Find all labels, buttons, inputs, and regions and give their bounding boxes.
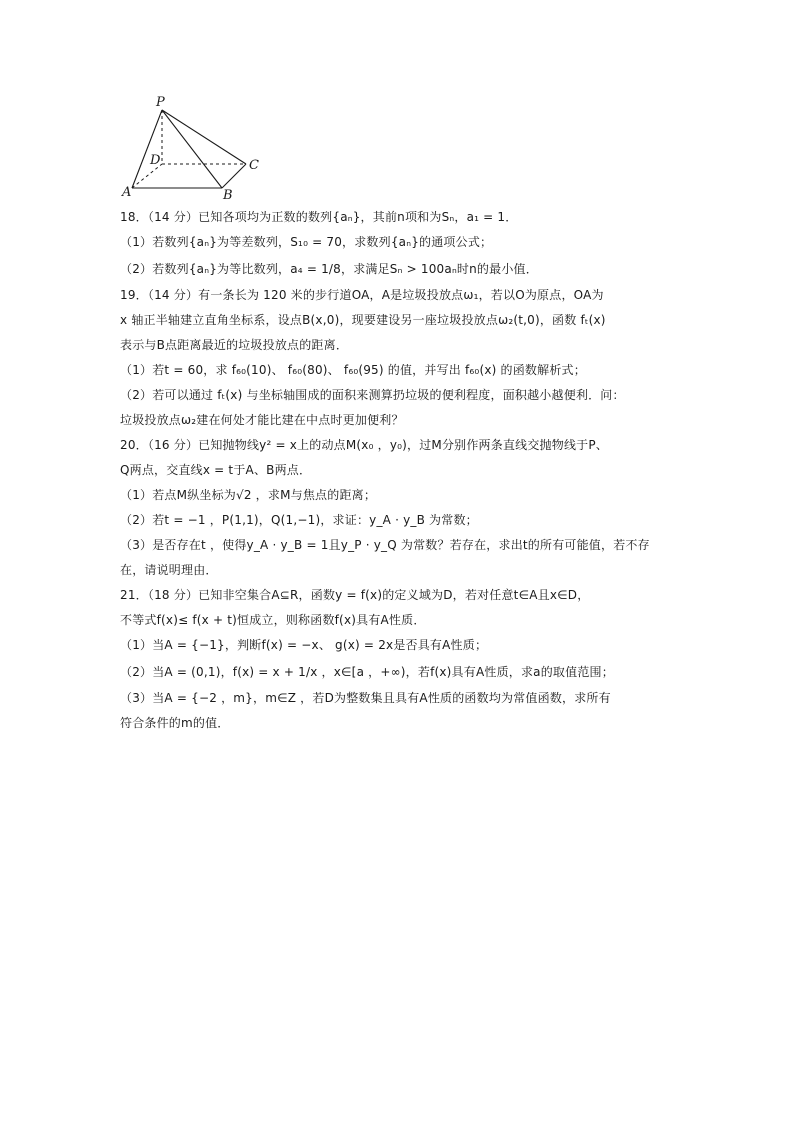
label-A: A — [122, 185, 132, 200]
problem-20-part1: （1）若点M纵坐标为√2 ，求M与焦点的距离； — [120, 488, 377, 502]
problem-18-part2: （2）若数列{aₙ}为等比数列，a₄ = 1/8，求满足Sₙ > 100aₙ时n的最小值． — [120, 262, 538, 276]
problem-18-title: 18．（14 分）已知各项均为正数的数列{aₙ}，其前n项和为Sₙ，a₁ = 1． — [120, 210, 518, 224]
problem-21-title: 21．（18 分）已知非空集合A⊆R，函数y = f(x)的定义域为D，若对任意t∈A且x∈D， — [120, 588, 590, 602]
problem-19-text-line: 表示与B点距离最近的垃圾投放点的距离． — [120, 338, 349, 352]
problem-21-part1: （1）当A = {−1}，判断f(x) = −x、 g(x) = 2x是否具有A性质； — [120, 638, 488, 652]
label-C: C — [249, 158, 259, 173]
problem-20-part3: （3）是否存在t ，使得y_A · y_B = 1且y_P · y_Q 为常数？若存在，求出t的所有可能值，若不存 — [120, 538, 650, 552]
problem-19-part1: （1）若t = 60，求 f₆₀(10)、 f₆₀(80)、 f₆₀(95) 的值，并写出 f₆₀(x) 的函数解析式； — [120, 363, 586, 377]
problem-20-title: 20．（16 分）已知抛物线y² = x上的动点M(x₀ ，y₀)，过M分别作两条直线交抛物线于P、 — [120, 438, 608, 452]
edge-PC — [162, 110, 246, 164]
edge-BC — [222, 164, 246, 188]
problem-20-part2: （2）若t = −1 ，P(1,1)，Q(1,−1)，求证：y_A · y_B 为常数； — [120, 513, 478, 527]
problem-text — [120, 205, 680, 736]
problem-19-title: 19．（14 分）有一条长为 120 米的步行道OA，A是垃圾投放点ω₁，若以O为原点，OA为 — [120, 288, 604, 302]
problem-21-text-line: 不等式f(x)≤ f(x + t)恒成立，则称函数f(x)具有A性质． — [120, 613, 426, 627]
problem-19-part2-cont: 垃圾投放点ω₂建在何处才能比建在中点时更加便利？ — [120, 413, 404, 427]
problem-20-text-line: Q两点，交直线x = t于A、B两点． — [120, 463, 312, 477]
problem-21-part2: （2）当A = (0,1)，f(x) = x + 1/x ，x∈[a ，+∞)，若f(x)具有A性质，求a的取值范围； — [120, 665, 614, 679]
problem-21-part3-cont: 符合条件的m的值． — [120, 716, 230, 730]
label-B: B — [223, 188, 233, 203]
pyramid-figure — [118, 92, 278, 204]
edge-PB — [162, 110, 222, 188]
problem-21-part3: （3）当A = {−2 ，m}，m∈Z ，若D为整数集且具有A性质的函数均为常值函数，求所有 — [120, 691, 611, 705]
pyramid-diagram — [118, 92, 278, 204]
problem-20-part3-cont: 在，请说明理由． — [120, 563, 218, 577]
problem-19-text-line: x 轴正半轴建立直角坐标系，设点B(x,0)，现要建设另一座垃圾投放点ω₂(t,0)，函数 fₜ(x) — [120, 313, 606, 327]
label-P: P — [156, 95, 165, 110]
problem-19-part2: （2）若可以通过 fₜ(x) 与坐标轴围成的面积来测算扔垃圾的便利程度，面积越小越便利．问： — [120, 388, 625, 402]
problem-18-part1: （1）若数列{aₙ}为等差数列，S₁₀ = 70，求数列{aₙ}的通项公式； — [120, 235, 493, 249]
label-D: D — [150, 153, 161, 168]
